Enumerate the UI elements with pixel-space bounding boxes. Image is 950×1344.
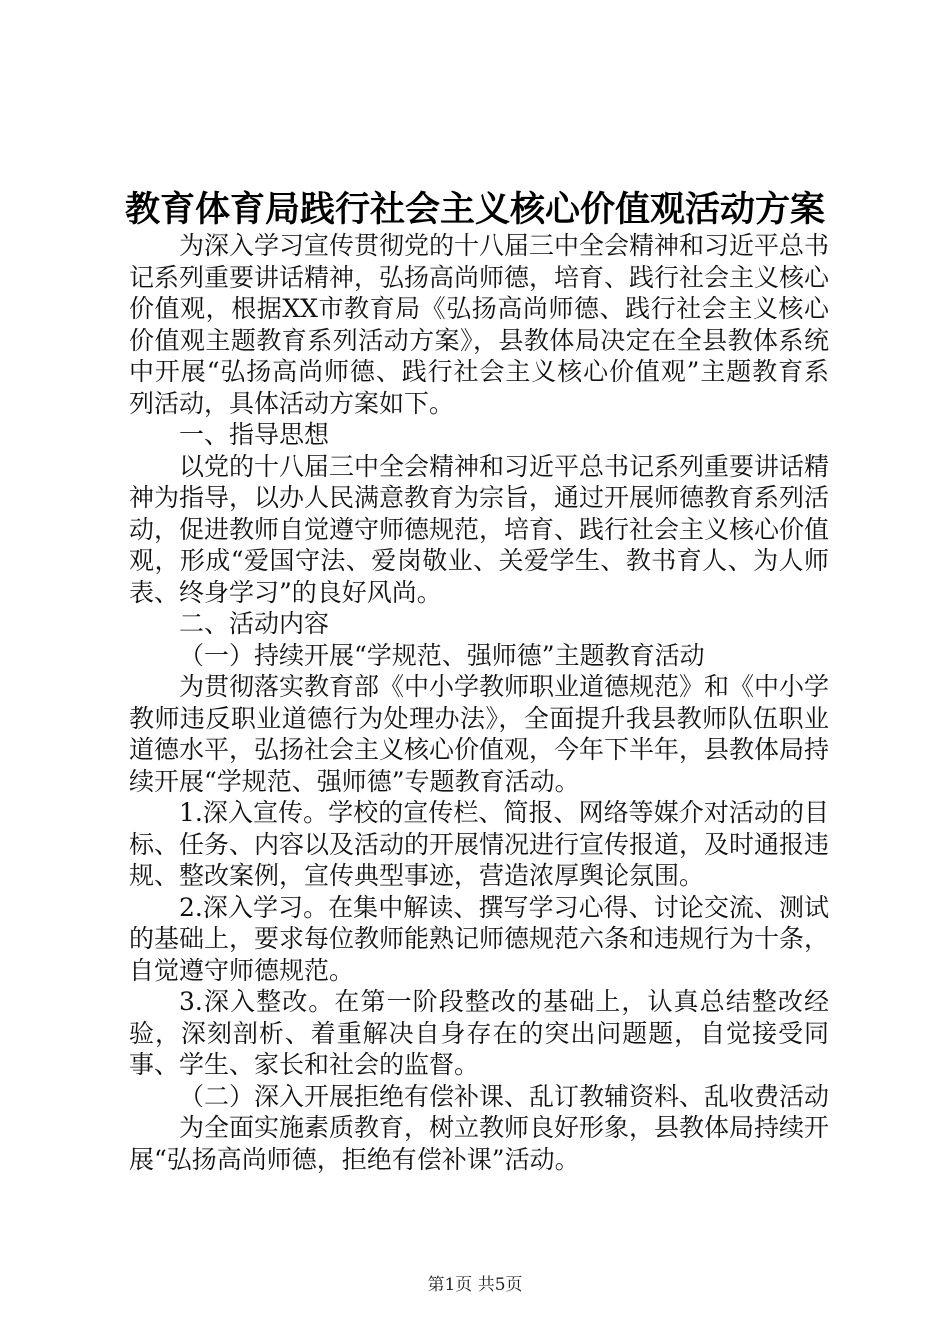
- document-title: 教育体育局践行社会主义核心价值观活动方案: [124, 189, 825, 230]
- subsection-2-paragraph: 为全面实施素质教育，树立教师良好形象，县教体局持续开展“弘扬高尚师德，拒绝有偿补课”活动。: [129, 1113, 830, 1174]
- section-heading-activity-content: 二、活动内容: [179, 609, 330, 638]
- item-3-paragraph: 3.深入整改。在第一阶段整改的基础上，认真总结整改经验，深刻剖析、着重解决自身存在的突出问题题，自觉接受同事、学生、家长和社会的监督。: [129, 987, 829, 1079]
- subsection-heading-1: （一）持续开展“学规范、强师德”主题教育活动: [179, 640, 705, 670]
- intro-paragraph: 为深入学习宣传贯彻党的十八届三中全会精神和习近平总书记系列重要讲话精神，弘扬高尚师德，培育、践行社会主义核心价值观，根据XX市教育局《弘扬高尚师德、践行社会主义核心价值观主题教育系列活动方案》，县教体局决定在全县教体系统中开展“弘扬高尚师德、践行社会主义核心价值观”主题教育系列活动，具体活动方案如下。: [129, 231, 830, 418]
- guiding-thought-paragraph: 以党的十八届三中全会精神和习近平总书记系列重要讲话精神为指导，以办人民满意教育为宗旨，通过开展师德教育系列活动，促进教师自觉遵守师德规范，培育、践行社会主义核心价值观，形成“爱国守法、爱岗敬业、关爱学生、教书育人、为人师表、终身学习”的良好风尚。: [129, 451, 830, 607]
- section-heading-guiding-thought: 一、指导思想: [179, 420, 330, 449]
- item-2-paragraph: 2.深入学习。在集中解读、撰写学习心得、讨论交流、测试的基础上，要求每位教师能熟记师德规范六条和违规行为十条，自觉遵守师德规范。: [129, 892, 830, 985]
- page-number-footer: 第1页 共5页: [427, 1275, 523, 1295]
- subsection-heading-2: （二）深入开展拒绝有偿补课、乱订教辅资料、乱收费活动: [179, 1081, 830, 1111]
- subsection-1-paragraph: 为贯彻落实教育部《中小学教师职业道德规范》和《中小学教师违反职业道德行为处理办法》，全面提升我县教师队伍职业道德水平，弘扬社会主义核心价值观，今年下半年，县教体局持续开展“学规范、强师德”专题教育活动。: [129, 672, 830, 796]
- document-body: [129, 230, 829, 1175]
- item-1-paragraph: 1.深入宣传。学校的宣传栏、简报、网络等媒介对活动的目标、任务、内容以及活动的开展情况进行宣传报道，及时通报违规、整改案例，宣传典型事迹，营造浓厚舆论氛围。: [129, 798, 830, 890]
